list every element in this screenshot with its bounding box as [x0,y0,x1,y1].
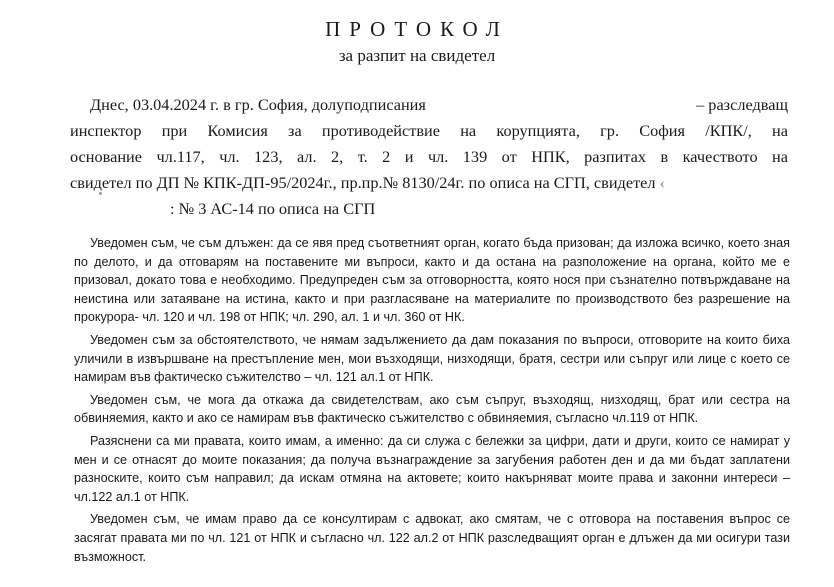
intro-block [70,92,788,222]
intro-line-4 [70,170,788,196]
paragraph-obligations: Уведомен съм, че съм длъжен: да се явя пред съответният орган, когато бъда призован; да изложа всичко, което зная по делото, и да отговарям на поставените ми въпроси, както и да остана на разположение на органа, който ме е призовал, докато това е необходимо. Предупреден съм за отговорността, която нося при съзнателно потвърждаване на неистина или затаяване на истина, както и при разгласяване на материалите по производството без разрешение на прокурора- чл. 120 и чл. 198 от НПК; чл. 290, ал. 1 и чл. 360 от НК. [74,236,790,325]
intro-line-4-text: свидетел по ДП № КПК-ДП-95/2024г., пр.пр.№ 8130/24г. по описа на СГП, свидетел [70,173,656,192]
document-subtitle: за разпит на свидетел [338,46,496,65]
intro-line-2: инспектор при Комисия за противодействие на корупцията, гр. София /КПК/, на [70,121,788,140]
intro-line-3: основание чл.117, чл. 123, ал. 2, т. 2 и чл. 139 от НПК, разпитах в качеството на [70,147,788,166]
redaction-mark [99,192,102,195]
intro-line-1-end: – разследващ [696,95,788,114]
document-title: ПРОТОКОЛ [325,17,509,41]
intro-line-1 [70,92,788,118]
statements-block [74,234,790,566]
paragraph-rights: Разяснени са ми правата, които имам, а именно: да си служа с бележки за цифри, дати и други, които се намират у мен и се отнасят до моите показания; да получа възнаграждение за загубения работен ден и да ми бъдат заплатени разноските, които съм направил; да искам отмяна на актовете; които накърняват моите права и законни интереси – чл.122 ал.1 от НПК. [74,433,790,504]
intro-line-1-start: Днес, 03.04.2024 г. в гр. София, долуподписания [90,95,426,114]
paragraph-lawyer: Уведомен съм, че имам право да се консултирам с адвокат, ако смятам, че с отговора на поставения въпрос се засягат правата ми по чл. 121 от НПК и съгласно чл. 122 ал.2 от НПК разследващият орган е длъжен да ми осигури тази възможност. [74,512,790,564]
intro-line-4-tail: ‹ [659,173,666,192]
intro-line-5: : № 3 АС-14 по описа на СГП [170,199,376,218]
paragraph-refusal-right: Уведомен съм, че мога да откажа да свидетелствам, ако съм съпруг, възходящ, низходящ, брат или сестра на обвиняемия, както и ако се намирам във фактическо съжителство с обвиняемия, съгласно чл.119 от НПК. [74,392,790,426]
paragraph-self-incrimination: Уведомен съм за обстоятелството, че нямам задължението да дам показания по въпроси, отговорите на които биха уличили в извършване на престъпление мен, мои възходящи, низходящи, братя, сестри или съпруг или лице с което се намирам във фактическо съжителство – чл. 121 ал.1 от НПК. [74,332,790,385]
